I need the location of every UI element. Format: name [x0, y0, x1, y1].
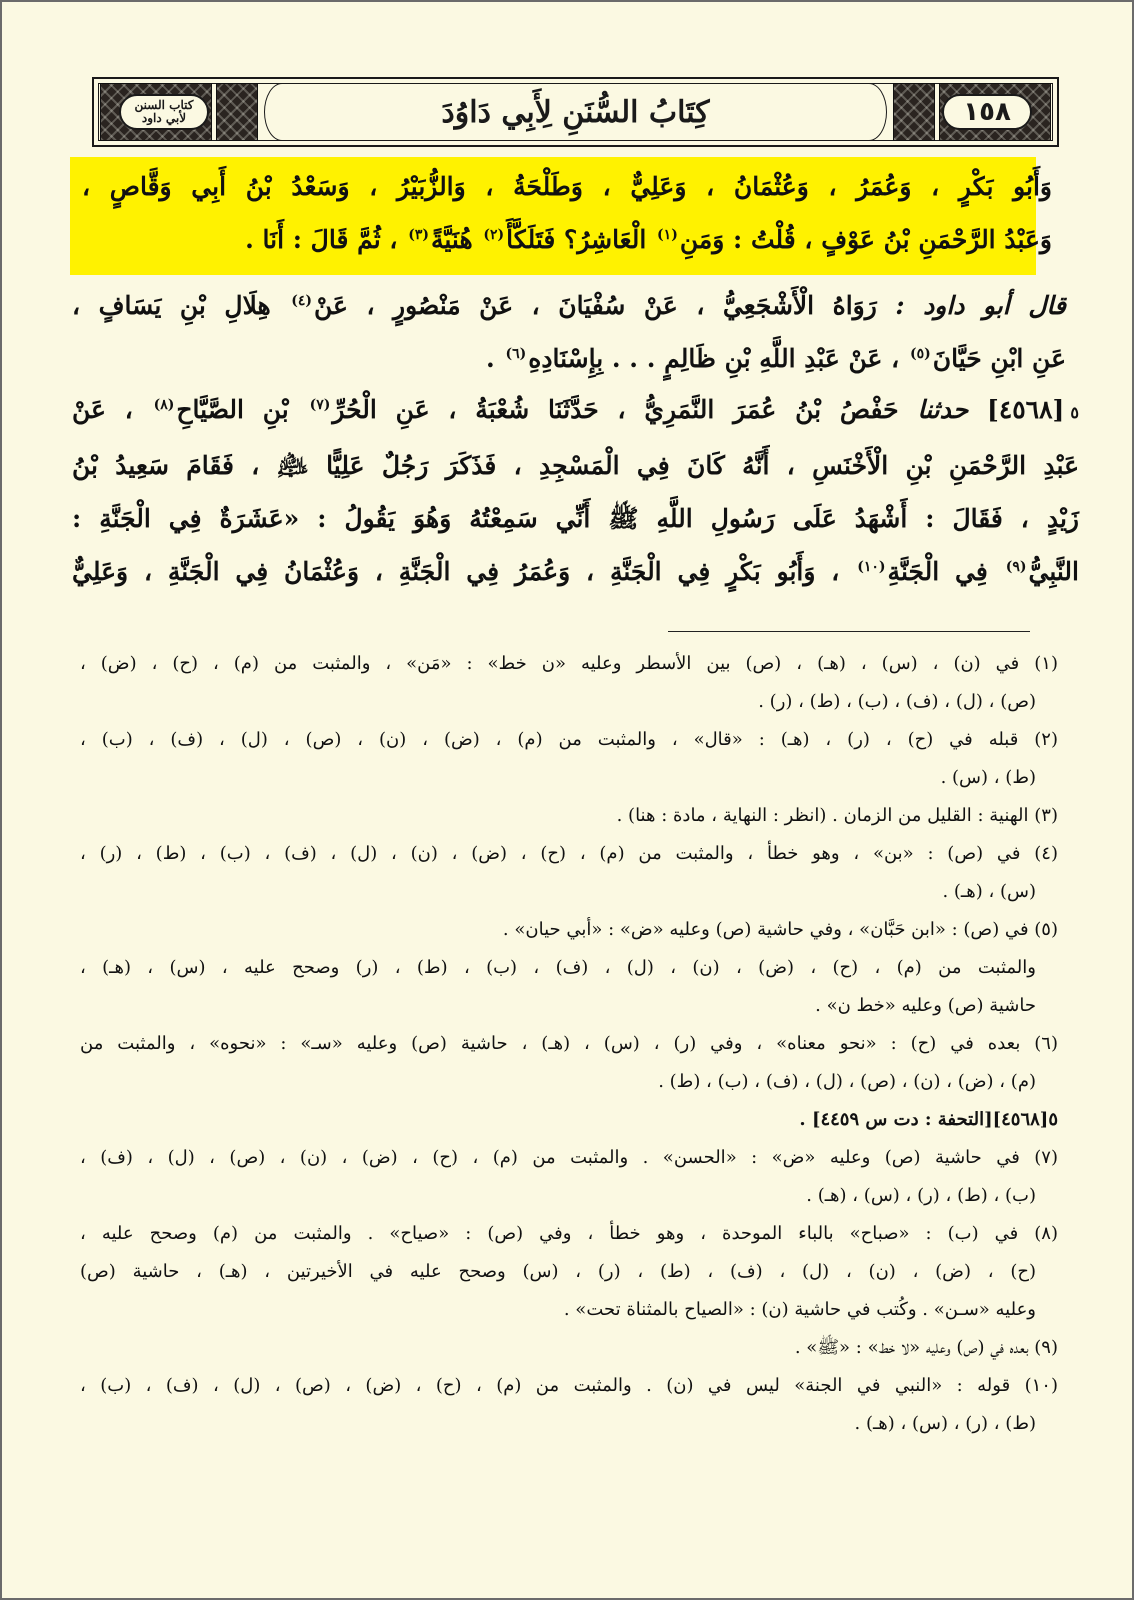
footnote-ref-8[interactable]: (٨) — [153, 396, 175, 413]
hadith-line-1 — [72, 383, 1079, 439]
logo-panel — [100, 83, 212, 141]
footnote-line: (٤) في (ص) : «بن» ، وهو خطأ ، والمثبت من (م) ، (ح) ، (ض) ، (ن) ، (ل) ، (ف) ، (ب) ، (ط) ، (ر) ، — [80, 843, 1058, 864]
hadith-line-2: عَبْدِ الرَّحْمَنِ بْنِ الْأَخْنَسِ ، أَنَّهُ كَانَ فِي الْمَسْجِدِ ، فَذَكَرَ رَجُلٌ عَلِيًّا ﵇ ، فَقَامَ سَعِيدُ بْنُ — [72, 451, 1079, 480]
footnote-line: وعليه «سـن» . وكُتب في حاشية (ن) : «الصياح بالمثناة تحت» . — [563, 1299, 1036, 1320]
footnote-line: (٢) قبله في (ح) ، (ر) ، (هـ) : «قال» ، والمثبت من (م) ، (ض) ، (ن) ، (ص) ، (ل) ، (ف) ، (ب) ، — [80, 729, 1058, 750]
footnote-1 — [80, 645, 1058, 721]
highlighted-line-2 — [82, 213, 1052, 266]
footnote-10 — [80, 1367, 1058, 1443]
hadith-line-4 — [72, 545, 1079, 598]
hadith-4568 — [72, 383, 1079, 598]
ornament-panel-right — [893, 83, 935, 141]
footnote-ref-5[interactable]: (٥) — [909, 345, 931, 362]
text-segment: فِي الْجَنَّةِ — [887, 557, 988, 586]
text-segment: ، عَنْ عَبْدِ اللَّهِ بْنِ ظَالِمٍ . . . بِإِسْنَادِهِ — [528, 344, 900, 373]
footnote-separator — [668, 631, 1030, 632]
footnote-ref-2[interactable]: (٢) — [483, 226, 505, 243]
footnote-line: (ط) ، (ر) ، (س) ، (هـ) . — [854, 1413, 1036, 1434]
hadith-line-3: زَيْدٍ ، فَقَالَ : أَشْهَدُ عَلَى رَسُولِ اللَّهِ ﷺ أَنِّي سَمِعْتُهُ وَهُوَ يَقُولُ : «عَشَرَةٌ فِي الْجَنَّةِ : — [72, 504, 1079, 533]
footnote-line: والمثبت من (م) ، (ح) ، (ض) ، (ن) ، (ل) ، (ف) ، (ب) ، (ط) ، (ر) وصحح عليه ، (س) ، (هـ) ، — [80, 957, 1036, 978]
takhrij-line: ٥[٤٥٦٨][التحفة : دت س ٤٤٥٩] . — [799, 1109, 1058, 1130]
footnote-line: (ب) ، (ط) ، (ر) ، (س) ، (هـ) . — [806, 1185, 1036, 1206]
footnote-ref-3[interactable]: (٣) — [408, 226, 429, 243]
text-segment: الْعَاشِرُ؟ فَتَلَكَّأَ — [506, 225, 647, 254]
footnote-9 — [80, 1329, 1058, 1367]
footnote-ref-7[interactable]: (٧) — [309, 396, 331, 413]
text-segment: عَنِ ابْنِ حَيَّانَ — [932, 344, 1066, 373]
page-number: ١٥٨ — [963, 97, 1011, 127]
ornament-panel-left — [216, 83, 258, 141]
footnote-line: (١) في (ن) ، (س) ، (هـ) ، (ص) بين الأسطر وعليه «ن خط» : «مَن» ، والمثبت من (م) ، (ح) ، (ض) ، — [80, 653, 1058, 674]
footnote-7 — [80, 1139, 1058, 1215]
page-number-panel — [939, 83, 1051, 141]
footnote-line: (٦) بعده في (ح) : «نحو معناه» ، وفي (ر) ، (س) ، (هـ) ، حاشية (ص) وعليه «سـ» : «نحوه» ، والمثبت من — [80, 1033, 1058, 1054]
footnote-ref-4[interactable]: (٤) — [291, 292, 312, 309]
highlighted-line-1: وَأَبُو بَكْرٍ ، وَعُمَرُ ، وَعُثْمَانُ ، وَعَلِيٌّ ، وَطَلْحَةُ ، وَالزُّبَيْرُ ، وَسَعْدُ بْنُ أَبِي وَقَّاصٍ ، — [82, 172, 1052, 201]
footnote-line: (ص) ، (ل) ، (ف) ، (ب) ، (ط) ، (ر) . — [758, 691, 1036, 712]
text-segment: هِلَالِ بْنِ يَسَافٍ ، — [72, 291, 271, 320]
text-segment: حَفْصُ بْنُ عُمَرَ النَّمَرِيُّ ، حَدَّثَنَا شُعْبَةُ ، عَنِ الْحُرِّ — [332, 395, 899, 424]
text-segment: ، عَنْ — [72, 395, 133, 424]
text-segment: رَوَاهُ الْأَشْجَعِيُّ ، عَنْ سُفْيَانَ ، عَنْ مَنْصُورٍ ، عَنْ — [314, 291, 877, 320]
takhrij-reference — [80, 1101, 1058, 1139]
text-segment: ، وَأَبُو بَكْرٍ فِي الْجَنَّةِ ، وَعُمَرُ فِي الْجَنَّةِ ، وَعُثْمَانُ فِي الْجَنَّةِ ، وَعَلِيٌّ — [72, 557, 840, 586]
footnote-3 — [80, 797, 1058, 835]
footnote-line: (٥) في (ص) : «ابن حَبَّان» ، وفي حاشية (ص) وعليه «ض» : «أبي حيان» . — [502, 919, 1058, 940]
hadith-number: [٤٥٦٨] — [986, 395, 1065, 424]
haddathana-label: حدثنا — [917, 395, 969, 424]
footnote-line: (٩) بعده في (ص) وعليه «لا خط» : «ﷺ» . — [794, 1337, 1058, 1358]
text-segment: . — [486, 344, 495, 373]
logo-line-1: كتاب السنن — [134, 98, 194, 112]
text-segment: بْنِ الصَّيَّاحِ — [176, 395, 289, 424]
logo-line-2: لأبي داود — [141, 111, 187, 125]
text-segment: النَّبِيُّ — [1028, 557, 1079, 586]
footnote-line: (٣) الهنية : القليل من الزمان . (انظر : النهاية ، مادة : هنا) . — [616, 805, 1058, 826]
footnote-ref-1[interactable]: (١) — [657, 226, 678, 243]
footnotes — [80, 645, 1058, 1443]
footnote-line: (ح) ، (ض) ، (ن) ، (ل) ، (ف) ، (ط) ، (ر) ، (س) وصحح عليه في الأخيرتين ، (هـ) ، حاشية (ص) — [80, 1261, 1036, 1282]
footnote-line: حاشية (ص) وعليه «خط ن» . — [815, 995, 1036, 1016]
footnote-6 — [80, 1025, 1058, 1101]
hadith-marker-icon: ٥ — [1070, 403, 1079, 422]
footnote-line: (ط) ، (س) . — [940, 767, 1036, 788]
footnote-line: (٧) في حاشية (ص) وعليه «ض» : «الحسن» . والمثبت من (م) ، (ح) ، (ض) ، (ن) ، (ص) ، (ل) ، (ف) ، — [80, 1147, 1058, 1168]
text-segment: هُنَيَّةً — [430, 225, 473, 254]
footnote-ref-6[interactable]: (٦) — [505, 345, 527, 362]
book-logo-cartouche — [119, 94, 209, 130]
footnote-line: (س) ، (هـ) . — [942, 881, 1036, 902]
abu-dawud-label: قال أبو داود : — [895, 291, 1066, 320]
footnote-line: (٨) في (ب) : «صباح» بالباء الموحدة ، وهو خطأ ، وفي (ص) : «صياح» . والمثبت من (م) وصحح عليه ، — [80, 1223, 1058, 1244]
book-logo-icon — [135, 99, 194, 125]
footnote-line: (١٠) قوله : «النبي في الجنة» ليس في (ن) . والمثبت من (م) ، (ح) ، (ض) ، (ص) ، (ل) ، (ف) ، (ب) ، — [80, 1375, 1058, 1396]
title-frame — [264, 83, 887, 141]
footnote-ref-9[interactable]: (٩) — [1005, 558, 1027, 575]
page-header-banner — [92, 77, 1059, 147]
footnote-line: (م) ، (ض) ، (ن) ، (ص) ، (ل) ، (ف) ، (ب) ، (ط) . — [658, 1071, 1036, 1092]
footnote-2 — [80, 721, 1058, 797]
footnote-ref-10[interactable]: (١٠) — [857, 558, 886, 575]
footnote-5 — [80, 911, 1058, 1025]
comment-line-2 — [72, 332, 1066, 385]
footnote-8 — [80, 1215, 1058, 1329]
text-segment: وَعَبْدُ الرَّحْمَنِ بْنُ عَوْفٍ ، قُلْتُ : وَمَنِ — [679, 225, 1052, 254]
page-number-cartouche — [942, 94, 1032, 130]
text-segment: ، ثُمَّ قَالَ : أَنَا . — [245, 225, 398, 254]
comment-line-1 — [72, 279, 1066, 332]
highlighted-passage — [82, 160, 1052, 266]
abu-dawud-comment — [72, 279, 1066, 385]
book-title: كِتَابُ السُّنَنِ لِأَبِي دَاوُدَ — [441, 94, 710, 130]
footnote-4 — [80, 835, 1058, 911]
